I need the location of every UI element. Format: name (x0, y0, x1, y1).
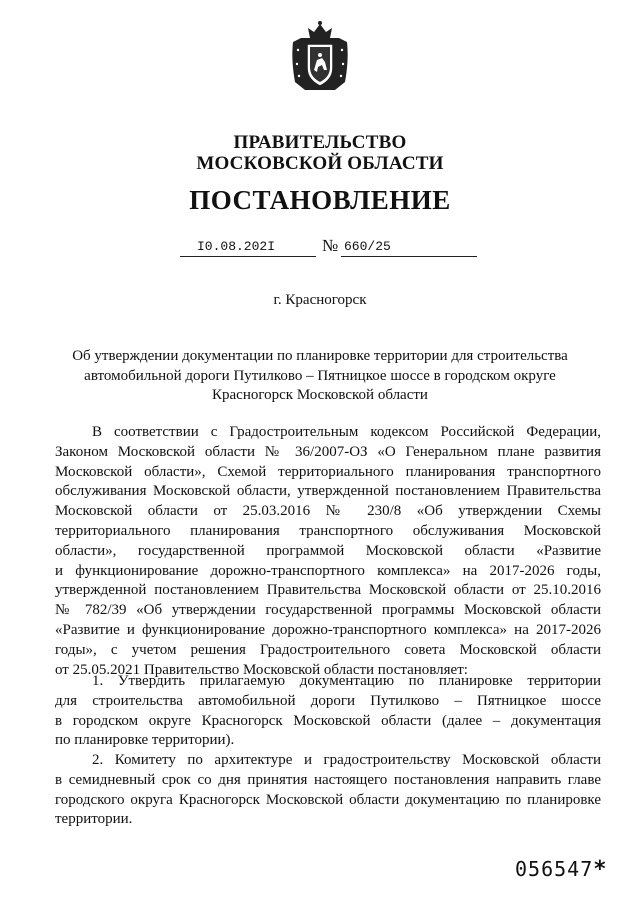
title-line: Красногорск Московской области (212, 387, 428, 403)
paragraph-line: обслуживания Московской области, утвержденной постановлением Правительства (55, 483, 601, 500)
paragraph-line: Законом Московской области № 36/2007-ОЗ «О Генеральном плане развития (55, 443, 601, 460)
paragraph-line: для строительства автомобильной дороги Путилково – Пятницкое шоссе (55, 692, 601, 709)
paragraph-line: 1. Утвердить прилагаемую документацию по планировке территории (92, 673, 601, 689)
paragraph-line: городского округа Красногорск Московской области документацию по планировке (55, 791, 601, 808)
paragraph-line: В соответствии с Градостроительным кодексом Российской Федерации, (92, 424, 601, 440)
paragraph-line: Московской области от 25.03.2016 № 230/8 «Об утверждении Схемы (55, 503, 601, 520)
paragraph-line: годы», с учетом решения Градостроительного совета Московской области (55, 641, 601, 658)
serial-mark: * (593, 857, 608, 882)
paragraph-line: от 25.05.2021 Правительство Московской области постановляет: (55, 661, 468, 678)
document-number: 660/25 (341, 238, 477, 257)
paragraph-line: в городском округе Красногорск Московской области (далее – документация (55, 712, 601, 729)
serial-digits: 056547 (515, 857, 594, 881)
paragraph-line: «Развитие и функционирование дорожно-транспортного комплекса» на 2017-2026 (55, 621, 601, 638)
title-line: Об утверждении документации по планировке территории для строительства (72, 348, 568, 364)
paragraph-line: и функционирование дорожно-транспортного комплекса» на 2017-2026 годы, (55, 562, 601, 579)
paragraph-item-1 (55, 672, 601, 751)
paragraph-item-2 (55, 751, 601, 830)
paragraph-line: в семидневный срок со дня принятия настоящего постановления направить главе (55, 771, 601, 788)
paragraph-line: Московской области», Схемой территориального планирования транспортного (55, 463, 601, 480)
city-name: г. Красногорск (273, 292, 367, 308)
serial-number (515, 857, 608, 882)
org-name-line1: ПРАВИТЕЛЬСТВО (233, 132, 407, 153)
paragraph-line: территориального планирования транспортного обслуживания Московской (55, 522, 601, 539)
paragraph-preamble (55, 423, 601, 680)
paragraph-line: области», государственной программой Московской области «Развитие (55, 542, 601, 559)
coat-of-arms-icon (289, 20, 351, 96)
number-sign: № (322, 236, 339, 255)
document-title (70, 347, 570, 406)
org-name-line2: МОСКОВСКОЙ ОБЛАСТИ (196, 153, 444, 174)
paragraph-line: № 782/39 «Об утверждении государственной программы Московской области (55, 602, 601, 619)
title-line: автомобильной дороги Путилково – Пятницкое шоссе в городском округе (84, 367, 556, 384)
paragraph-line: территории. (55, 811, 133, 828)
paragraph-line: 2. Комитету по архитектуре и градостроительству Московской области (92, 752, 601, 768)
document-date: I0.08.202I (180, 238, 316, 257)
document-type-heading: ПОСТАНОВЛЕНИЕ (189, 185, 451, 215)
paragraph-line: утвержденной постановлением Правительства Московской области от 25.10.2016 (55, 582, 601, 599)
paragraph-line: по планировке территории). (55, 732, 235, 749)
